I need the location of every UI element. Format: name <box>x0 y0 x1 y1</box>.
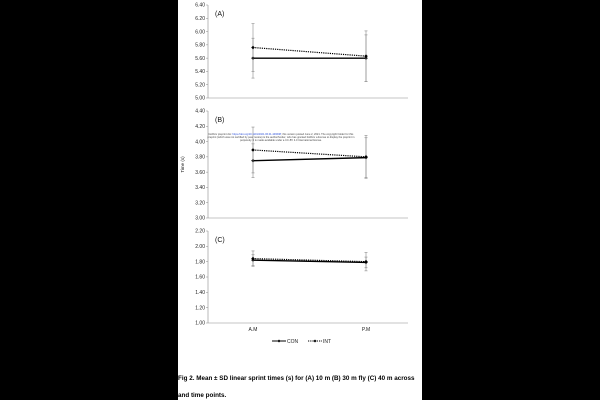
y-tick-label: 5.80 <box>195 42 205 49</box>
chart-panel-2 <box>180 109 408 222</box>
legend-marker-con <box>278 340 281 343</box>
y-tick-label: 5.60 <box>195 55 205 62</box>
legend <box>272 339 331 345</box>
x-tick-label: A.M <box>248 327 258 333</box>
y-tick-label: 4.40 <box>195 108 205 115</box>
data-point-int <box>364 54 368 58</box>
y-tick-label: 5.00 <box>195 95 205 102</box>
series-line-con <box>253 260 366 262</box>
y-tick-label: 3.40 <box>195 185 205 192</box>
figure-caption: Fig 2. Mean ± SD linear sprint times (s) for (A) 10 m (B) 30 m fly (C) 40 m across <box>178 375 415 382</box>
x-tick-label: P.M <box>361 327 371 333</box>
y-tick-label: 1.00 <box>195 320 205 327</box>
y-tick-label: 1.80 <box>195 259 205 266</box>
preprint-notice-rest: ; this version posted June 2, 2021. The copyright holder for this preprint (which was not certified by peer review) is the author/funder, who has granted bioRxiv a license to display the preprint in perpetuity. It is made available under a CC-BY 4.0 International license. <box>207 133 355 143</box>
legend-label-con: CON <box>287 338 299 345</box>
series-line-int <box>253 150 366 157</box>
legend-marker-int <box>314 340 317 343</box>
preprint-doi-link[interactable]: https://doi.org/10.1101/2021.06.01.446608 <box>232 133 281 136</box>
panel-label: (A) <box>215 11 225 18</box>
data-point-int <box>251 148 255 152</box>
preprint-notice-prefix: bioRxiv preprint doi: <box>208 133 233 136</box>
y-tick-label: 1.40 <box>195 290 205 297</box>
chart-panel-3 <box>195 229 408 333</box>
chart-panel-1 <box>195 3 408 102</box>
series-line-con <box>253 158 366 161</box>
data-point-int <box>251 46 255 50</box>
figure-canvas <box>178 0 422 400</box>
figure-caption-continued: and time points. <box>178 392 227 399</box>
legend-label-int: INT <box>323 338 332 345</box>
y-tick-label: 3.00 <box>195 215 205 222</box>
y-tick-label: 1.20 <box>195 305 205 312</box>
y-tick-label: 5.40 <box>195 69 205 76</box>
y-tick-label: 3.80 <box>195 154 205 161</box>
panel-label: (B) <box>215 117 225 124</box>
y-tick-label: 1.60 <box>195 274 205 281</box>
y-tick-label: 4.20 <box>195 123 205 130</box>
y-tick-label: 6.40 <box>195 2 205 9</box>
y-tick-label: 3.20 <box>195 200 205 207</box>
series-line-int <box>253 48 366 57</box>
y-tick-label: 5.20 <box>195 82 205 89</box>
preprint-notice <box>206 133 356 143</box>
panel-label: (C) <box>215 237 225 244</box>
y-axis-title: Time (s) <box>180 156 185 173</box>
y-tick-label: 6.20 <box>195 15 205 22</box>
paper-page <box>178 0 422 400</box>
y-tick-label: 6.00 <box>195 29 205 36</box>
y-tick-label: 4.00 <box>195 139 205 146</box>
y-tick-label: 2.00 <box>195 244 205 251</box>
y-tick-label: 2.20 <box>195 228 205 235</box>
y-tick-label: 3.60 <box>195 169 205 176</box>
